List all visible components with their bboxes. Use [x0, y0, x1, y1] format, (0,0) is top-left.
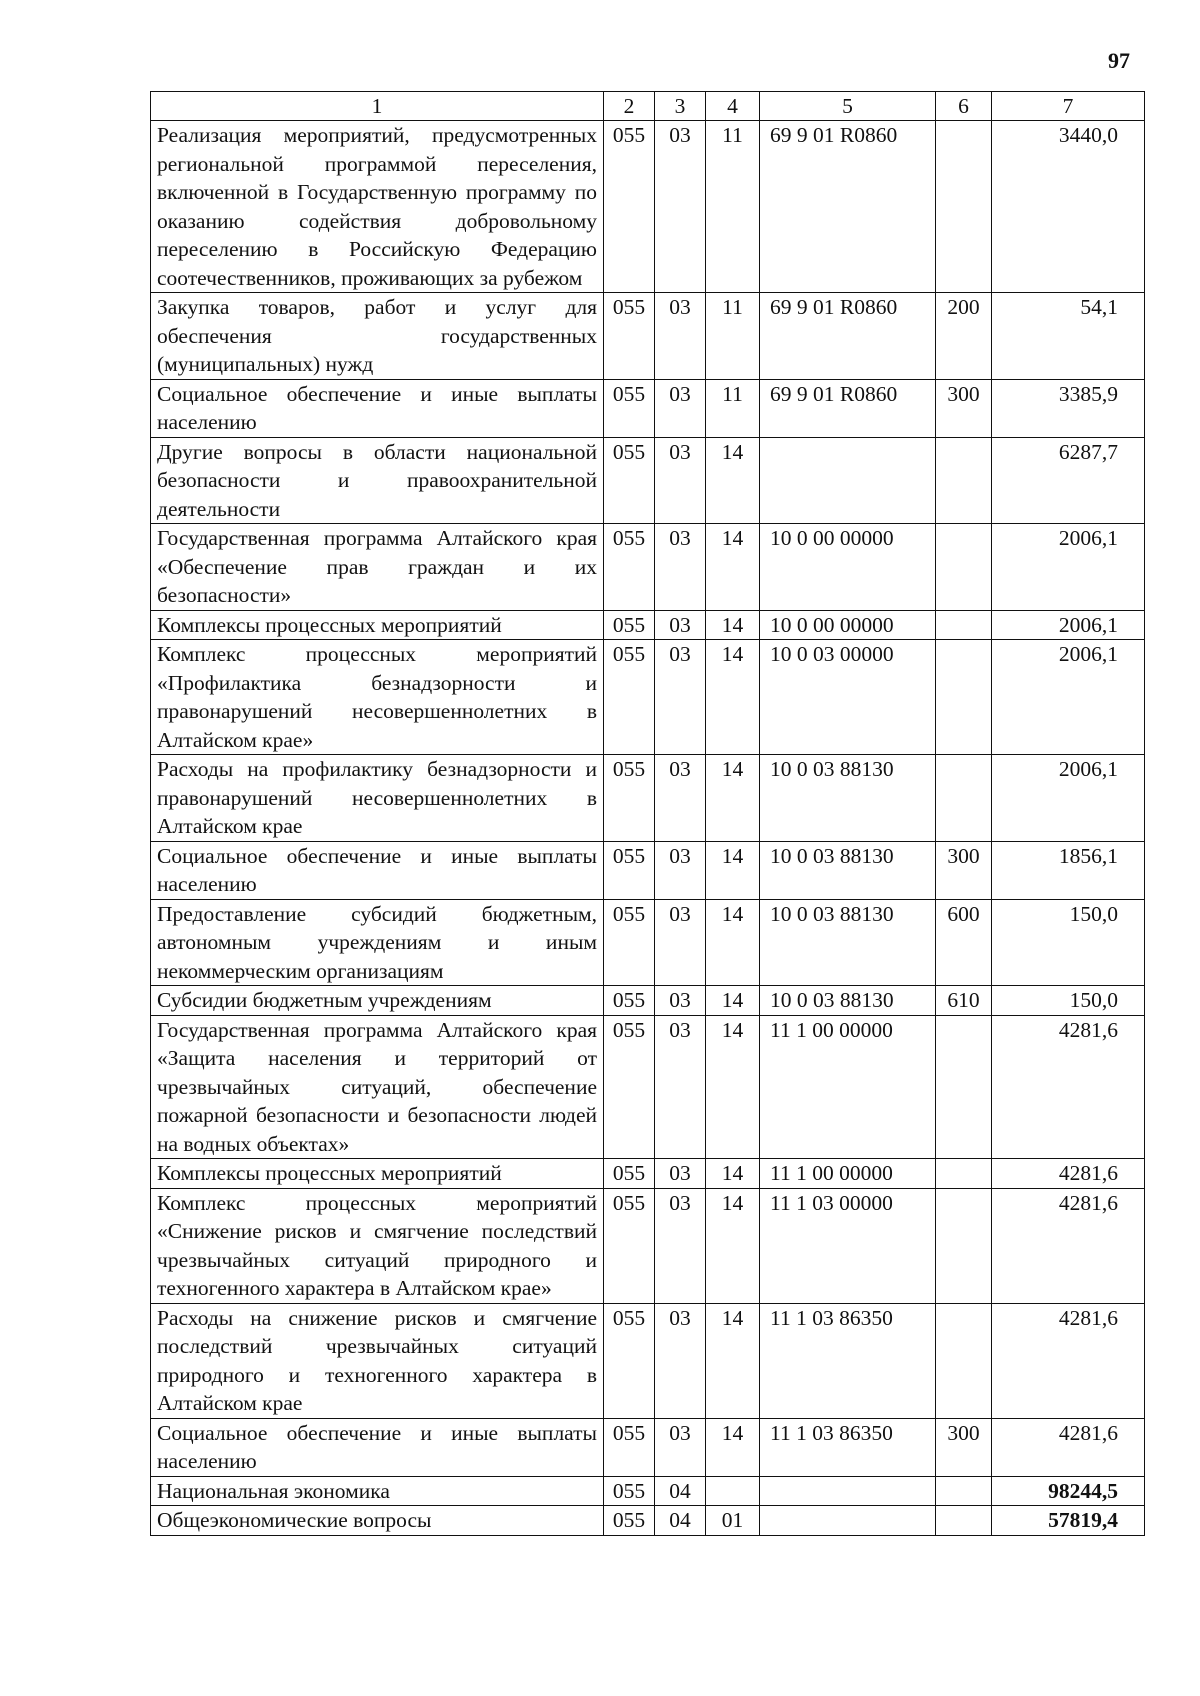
- ministry-code-cell: 055: [604, 986, 655, 1016]
- row-name-cell: Национальная экономика: [151, 1476, 604, 1506]
- subsection-code-cell: 14: [706, 755, 760, 842]
- table-row: [151, 755, 1145, 842]
- amount-cell: 4281,6: [992, 1159, 1145, 1189]
- amount-cell: 1856,1: [992, 841, 1145, 899]
- table-row: [151, 1159, 1145, 1189]
- target-article-cell: 69 9 01 R0860: [760, 379, 936, 437]
- target-article-cell: [760, 1476, 936, 1506]
- subsection-code-cell: 14: [706, 437, 760, 524]
- expense-type-cell: 600: [936, 899, 992, 986]
- expense-type-cell: [936, 121, 992, 293]
- subsection-code-cell: 14: [706, 986, 760, 1016]
- target-article-cell: [760, 1506, 936, 1536]
- ministry-code-cell: 055: [604, 640, 655, 755]
- ministry-code-cell: 055: [604, 379, 655, 437]
- column-header: 7: [992, 92, 1145, 121]
- target-article-cell: 10 0 00 00000: [760, 524, 936, 611]
- row-name-cell: Комплексы процессных мероприятий: [151, 1159, 604, 1189]
- expense-type-cell: [936, 610, 992, 640]
- section-code-cell: 03: [655, 121, 706, 293]
- section-code-cell: 03: [655, 1418, 706, 1476]
- ministry-code-cell: 055: [604, 841, 655, 899]
- expense-type-cell: [936, 437, 992, 524]
- row-name-cell: Социальное обеспечение и иные выплаты населению: [151, 379, 604, 437]
- column-header: 4: [706, 92, 760, 121]
- table-row: [151, 899, 1145, 986]
- ministry-code-cell: 055: [604, 1506, 655, 1536]
- ministry-code-cell: 055: [604, 899, 655, 986]
- expense-type-cell: 610: [936, 986, 992, 1016]
- table-row: [151, 1418, 1145, 1476]
- section-code-cell: 04: [655, 1506, 706, 1536]
- row-name-cell: Расходы на снижение рисков и смягчение последствий чрезвычайных ситуаций природного и техногенного характера в Алтайском крае: [151, 1303, 604, 1418]
- section-code-cell: 03: [655, 524, 706, 611]
- section-code-cell: 03: [655, 755, 706, 842]
- row-name-cell: Государственная программа Алтайского края «Обеспечение прав граждан и их безопасности»: [151, 524, 604, 611]
- ministry-code-cell: 055: [604, 121, 655, 293]
- section-code-cell: 04: [655, 1476, 706, 1506]
- table-row: [151, 986, 1145, 1016]
- target-article-cell: 10 0 03 88130: [760, 841, 936, 899]
- section-code-cell: 03: [655, 1159, 706, 1189]
- target-article-cell: [760, 437, 936, 524]
- column-header: 5: [760, 92, 936, 121]
- row-name-cell: Предоставление субсидий бюджетным, автономным учреждениям и иным некоммерческим организациям: [151, 899, 604, 986]
- target-article-cell: 69 9 01 R0860: [760, 293, 936, 380]
- expense-type-cell: [936, 1159, 992, 1189]
- table-row: [151, 121, 1145, 293]
- expense-type-cell: [936, 524, 992, 611]
- section-code-cell: 03: [655, 1015, 706, 1159]
- expense-type-cell: 300: [936, 1418, 992, 1476]
- expense-type-cell: [936, 640, 992, 755]
- expense-type-cell: [936, 1506, 992, 1536]
- row-name-cell: Закупка товаров, работ и услуг для обеспечения государственных (муниципальных) нужд: [151, 293, 604, 380]
- target-article-cell: 11 1 03 00000: [760, 1188, 936, 1303]
- header-row: [151, 92, 1145, 121]
- subsection-code-cell: 14: [706, 1159, 760, 1189]
- column-header: 2: [604, 92, 655, 121]
- subsection-code-cell: 14: [706, 524, 760, 611]
- table-row: [151, 1476, 1145, 1506]
- section-code-cell: 03: [655, 899, 706, 986]
- expense-type-cell: [936, 755, 992, 842]
- expense-type-cell: [936, 1188, 992, 1303]
- section-code-cell: 03: [655, 610, 706, 640]
- section-code-cell: 03: [655, 1303, 706, 1418]
- ministry-code-cell: 055: [604, 437, 655, 524]
- section-code-cell: 03: [655, 986, 706, 1016]
- column-header: 6: [936, 92, 992, 121]
- row-name-cell: Реализация мероприятий, предусмотренных региональной программой переселения, включенной в Государственную программу по оказанию содействия добровольному переселению в Российскую Федерацию соотечественников, проживающих за рубежом: [151, 121, 604, 293]
- ministry-code-cell: 055: [604, 1418, 655, 1476]
- amount-cell: 4281,6: [992, 1303, 1145, 1418]
- section-code-cell: 03: [655, 841, 706, 899]
- expense-type-cell: [936, 1015, 992, 1159]
- section-code-cell: 03: [655, 640, 706, 755]
- row-name-cell: Государственная программа Алтайского края «Защита населения и территорий от чрезвычайных ситуаций, обеспечение пожарной безопасности и безопасности людей на водных объектах»: [151, 1015, 604, 1159]
- subsection-code-cell: 14: [706, 1303, 760, 1418]
- ministry-code-cell: 055: [604, 755, 655, 842]
- subsection-code-cell: 14: [706, 1418, 760, 1476]
- table-row: [151, 610, 1145, 640]
- table-row: [151, 1506, 1145, 1536]
- table-row: [151, 379, 1145, 437]
- table-row: [151, 524, 1145, 611]
- amount-cell: 3440,0: [992, 121, 1145, 293]
- amount-cell: 2006,1: [992, 640, 1145, 755]
- subsection-code-cell: 14: [706, 1188, 760, 1303]
- amount-cell: 54,1: [992, 293, 1145, 380]
- row-name-cell: Социальное обеспечение и иные выплаты населению: [151, 841, 604, 899]
- budget-table: [150, 91, 1145, 1536]
- target-article-cell: 10 0 03 00000: [760, 640, 936, 755]
- subsection-code-cell: 01: [706, 1506, 760, 1536]
- subsection-code-cell: [706, 1476, 760, 1506]
- row-name-cell: Комплексы процессных мероприятий: [151, 610, 604, 640]
- target-article-cell: 10 0 03 88130: [760, 986, 936, 1016]
- expense-type-cell: 200: [936, 293, 992, 380]
- table-row: [151, 1303, 1145, 1418]
- table-row: [151, 293, 1145, 380]
- table-row: [151, 437, 1145, 524]
- row-name-cell: Расходы на профилактику безнадзорности и правонарушений несовершеннолетних в Алтайском крае: [151, 755, 604, 842]
- expense-type-cell: [936, 1303, 992, 1418]
- target-article-cell: 69 9 01 R0860: [760, 121, 936, 293]
- ministry-code-cell: 055: [604, 1015, 655, 1159]
- column-header: 3: [655, 92, 706, 121]
- section-code-cell: 03: [655, 293, 706, 380]
- row-name-cell: Общеэкономические вопросы: [151, 1506, 604, 1536]
- expense-type-cell: 300: [936, 379, 992, 437]
- target-article-cell: 11 1 03 86350: [760, 1418, 936, 1476]
- row-name-cell: Другие вопросы в области национальной безопасности и правоохранительной деятельности: [151, 437, 604, 524]
- amount-cell: 3385,9: [992, 379, 1145, 437]
- target-article-cell: 10 0 03 88130: [760, 755, 936, 842]
- amount-cell: 150,0: [992, 986, 1145, 1016]
- table-row: [151, 1188, 1145, 1303]
- row-name-cell: Комплекс процессных мероприятий «Профилактика безнадзорности и правонарушений несовершеннолетних в Алтайском крае»: [151, 640, 604, 755]
- amount-cell: 2006,1: [992, 610, 1145, 640]
- expense-type-cell: 300: [936, 841, 992, 899]
- target-article-cell: 11 1 00 00000: [760, 1159, 936, 1189]
- amount-cell: 57819,4: [992, 1506, 1145, 1536]
- subsection-code-cell: 11: [706, 293, 760, 380]
- subsection-code-cell: 11: [706, 121, 760, 293]
- table-body: [151, 121, 1145, 1536]
- subsection-code-cell: 14: [706, 841, 760, 899]
- table-row: [151, 841, 1145, 899]
- amount-cell: 2006,1: [992, 524, 1145, 611]
- target-article-cell: 10 0 00 00000: [760, 610, 936, 640]
- ministry-code-cell: 055: [604, 1159, 655, 1189]
- table-row: [151, 640, 1145, 755]
- ministry-code-cell: 055: [604, 610, 655, 640]
- section-code-cell: 03: [655, 379, 706, 437]
- ministry-code-cell: 055: [604, 1188, 655, 1303]
- section-code-cell: 03: [655, 1188, 706, 1303]
- target-article-cell: 11 1 03 86350: [760, 1303, 936, 1418]
- ministry-code-cell: 055: [604, 1476, 655, 1506]
- subsection-code-cell: 14: [706, 640, 760, 755]
- subsection-code-cell: 11: [706, 379, 760, 437]
- column-header: 1: [151, 92, 604, 121]
- subsection-code-cell: 14: [706, 1015, 760, 1159]
- subsection-code-cell: 14: [706, 899, 760, 986]
- ministry-code-cell: 055: [604, 524, 655, 611]
- amount-cell: 2006,1: [992, 755, 1145, 842]
- amount-cell: 4281,6: [992, 1015, 1145, 1159]
- ministry-code-cell: 055: [604, 293, 655, 380]
- subsection-code-cell: 14: [706, 610, 760, 640]
- amount-cell: 4281,6: [992, 1188, 1145, 1303]
- row-name-cell: Комплекс процессных мероприятий «Снижение рисков и смягчение последствий чрезвычайных ситуаций природного и техногенного характера в Алтайском крае»: [151, 1188, 604, 1303]
- ministry-code-cell: 055: [604, 1303, 655, 1418]
- amount-cell: 150,0: [992, 899, 1145, 986]
- amount-cell: 6287,7: [992, 437, 1145, 524]
- expense-type-cell: [936, 1476, 992, 1506]
- row-name-cell: Субсидии бюджетным учреждениям: [151, 986, 604, 1016]
- section-code-cell: 03: [655, 437, 706, 524]
- page-number: 97: [1108, 48, 1130, 73]
- table-row: [151, 1015, 1145, 1159]
- amount-cell: 98244,5: [992, 1476, 1145, 1506]
- target-article-cell: 10 0 03 88130: [760, 899, 936, 986]
- amount-cell: 4281,6: [992, 1418, 1145, 1476]
- row-name-cell: Социальное обеспечение и иные выплаты населению: [151, 1418, 604, 1476]
- target-article-cell: 11 1 00 00000: [760, 1015, 936, 1159]
